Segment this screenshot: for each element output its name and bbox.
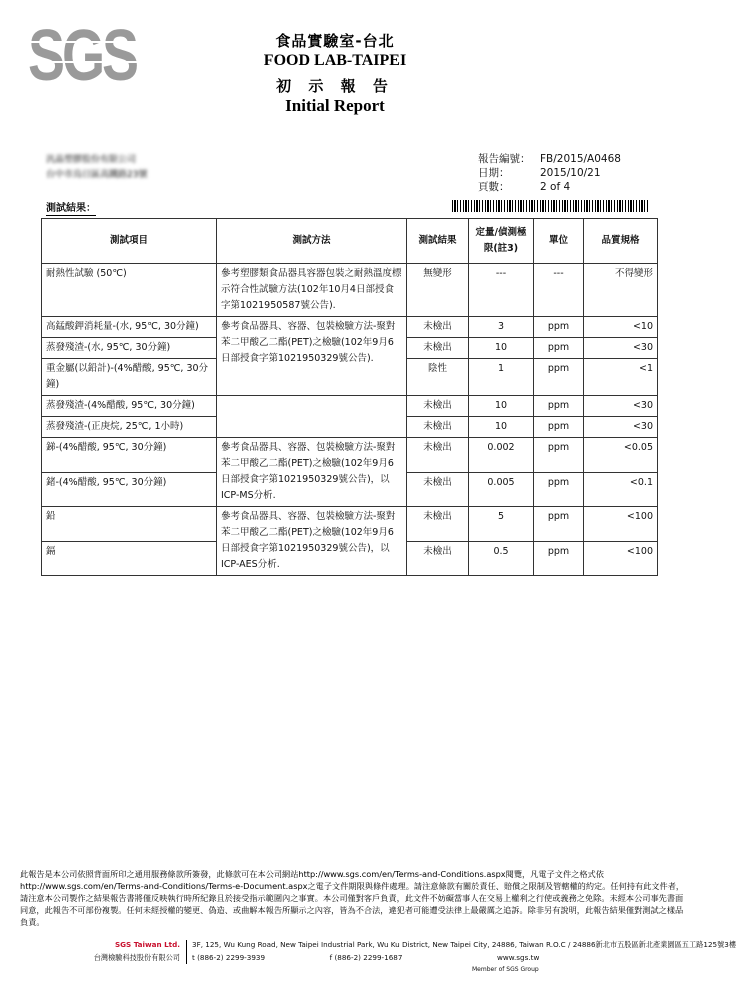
test-result: 未檢出 [407,473,469,507]
table-header-row [42,219,658,264]
spec: <30 [584,396,658,417]
lab-title-en: FOOD LAB-TAIPEI [263,52,407,69]
detection-limit: 3 [469,317,534,338]
test-method: 參考塑膠類食品器具容器包裝之耐熱溫度標示符合性試驗方法(102年10月4日部授食字第1021950587號公告). [217,264,407,317]
test-result: 無變形 [407,264,469,317]
table-row [42,507,658,542]
detection-limit: 0.002 [469,438,534,473]
page-count: 2 of 4 [540,181,571,193]
test-result: 未檢出 [407,338,469,359]
barcode [452,200,650,212]
unit: --- [534,264,584,317]
detection-limit: 0.5 [469,541,534,576]
table-row [42,438,658,473]
col-header-spec: 品質規格 [584,219,658,264]
date-label: 日期： [478,167,510,179]
test-item: 耐熱性試驗 (50℃) [42,264,217,317]
spec: <30 [584,417,658,438]
sgs-logo [28,16,138,96]
company-name-zh: 台灣檢驗科技股份有限公司 [93,953,180,962]
company-block [40,938,180,964]
test-item: 重金屬(以鉛計)-(4%醋酸, 95℃, 30分鐘) [42,359,217,396]
test-method-empty [217,396,407,417]
results-title: 測試結果： [46,199,96,216]
report-no: FB/2015/A0468 [540,153,621,165]
company-address: 3F, 125, Wu Kung Road, New Taipei Industrial Park, Wu Ku District, New Taipei City, 24886, Taiwan R.O.C / 24886新北市五股區新北產業園區五工路125號3樓 [192,940,736,949]
test-result: 未檢出 [407,317,469,338]
unit: ppm [534,507,584,542]
test-method: 參考食品器具、容器、包裝檢驗方法-聚對苯二甲酸乙二酯(PET)之檢驗(102年9月6日部授食字第1021950329號公告)，以ICP-AES分析. [217,507,407,576]
test-result: 未檢出 [407,438,469,473]
legal-disclaimer: 此報告是本公司依照背面所印之通用服務條款所簽發，此條款可在本公司網站http://www.sgs.com/en/Terms-and-Conditions.aspx閱覽，凡電子文件之格式依http://www.sgs.com/en/Terms-and-Conditions/Terms-e-Document.aspx之電子文件期限與條件處理。請注意條款有關於責任、賠償之限制及管轄權的約定。任何持有此文件者，請注意本公司製作之結果報告書將僅反映執行時所紀錄且於接受指示範圍內之事實。本公司僅對客戶負責，此文件不妨礙當事人在交易上權利之行使或義務之免除。未經本公司事先書面同意，此報告不可部份複製。任何未經授權的變更、偽造、或曲解本報告所顯示之內容，皆為不合法，違犯者可能遭受法律上最嚴厲之追訴。除非另有說明，此報告結果僅對測試之樣品負責。 [20,869,685,927]
col-header-limit: 定量/偵測極限(註3) [469,219,534,264]
col-header-result: 測試結果 [407,219,469,264]
unit: ppm [534,359,584,396]
spec: <1 [584,359,658,396]
col-header-unit: 單位 [534,219,584,264]
table-row [42,396,658,417]
results-table [41,218,658,576]
unit: ppm [534,541,584,576]
report-date: 2015/10/21 [540,167,601,179]
unit: ppm [534,396,584,417]
test-result: 未檢出 [407,417,469,438]
detection-limit: 1 [469,359,534,396]
footer-divider [186,940,187,964]
lab-title-zh: 食品實驗室-台北 [275,32,395,50]
unit: ppm [534,317,584,338]
address-block [192,938,736,964]
table-row [42,264,658,317]
spec: <100 [584,541,658,576]
website: www.sgs.tw [497,953,540,962]
detection-limit: 10 [469,417,534,438]
test-result: 未檢出 [407,541,469,576]
company-name-en: SGS Taiwan Ltd. [114,940,180,949]
report-type-en: Initial Report [285,96,385,115]
col-header-item: 測試項目 [42,219,217,264]
spec: <0.1 [584,473,658,507]
spec: <30 [584,338,658,359]
test-item: 鉛 [42,507,217,542]
unit: ppm [534,438,584,473]
svg-text:SGS: SGS [28,16,138,96]
report-type-zh: 初 示 報 告 [276,77,394,95]
spec: <0.05 [584,438,658,473]
detection-limit: --- [469,264,534,317]
test-item: 蒸發殘渣-(水, 95℃, 30分鐘) [42,338,217,359]
unit: ppm [534,417,584,438]
member-note: Member of SGS Group [472,966,539,973]
footer-bar [40,938,736,978]
test-method-empty [217,417,407,438]
pages-label: 頁數： [478,181,510,193]
test-result: 未檢出 [407,507,469,542]
test-item: 蒸發殘渣-(4%醋酸, 95℃, 30分鐘) [42,396,217,417]
unit: ppm [534,473,584,507]
detection-limit: 10 [469,396,534,417]
test-result: 未檢出 [407,396,469,417]
spec: <10 [584,317,658,338]
test-method: 參考食品器具、容器、包裝檢驗方法-聚對苯二甲酸乙二酯(PET)之檢驗(102年9月6日部授食字第1021950329號公告)，以ICP-MS分析. [217,438,407,507]
report-no-label: 報告編號： [478,153,531,165]
test-item: 鍺-(4%醋酸, 95℃, 30分鐘) [42,473,217,507]
test-method: 參考食品器具、容器、包裝檢驗方法-聚對苯二甲酸乙二酯(PET)之檢驗(102年9月6日部授食字第1021950329號公告). [217,317,407,396]
client-address: 台中市烏日區高鐵路23號 [46,170,148,180]
detection-limit: 10 [469,338,534,359]
table-row [42,417,658,438]
report-meta [478,152,621,194]
test-item: 鎘 [42,541,217,576]
test-item: 銻-(4%醋酸, 95℃, 30分鐘) [42,438,217,473]
detection-limit: 0.005 [469,473,534,507]
client-name: 汎晶塑膠股份有限公司 [46,155,137,165]
test-item: 蒸發殘渣-(正庚烷, 25℃, 1小時) [42,417,217,438]
test-result: 陰性 [407,359,469,396]
unit: ppm [534,338,584,359]
spec: 不得變形 [584,264,658,317]
table-row [42,317,658,338]
col-header-method: 測試方法 [217,219,407,264]
phone: t (886-2) 2299-3939 [192,953,266,962]
spec: <100 [584,507,658,542]
detection-limit: 5 [469,507,534,542]
test-item: 高錳酸鉀消耗量-(水, 95℃, 30分鐘) [42,317,217,338]
fax: f (886-2) 2299-1687 [329,953,403,962]
